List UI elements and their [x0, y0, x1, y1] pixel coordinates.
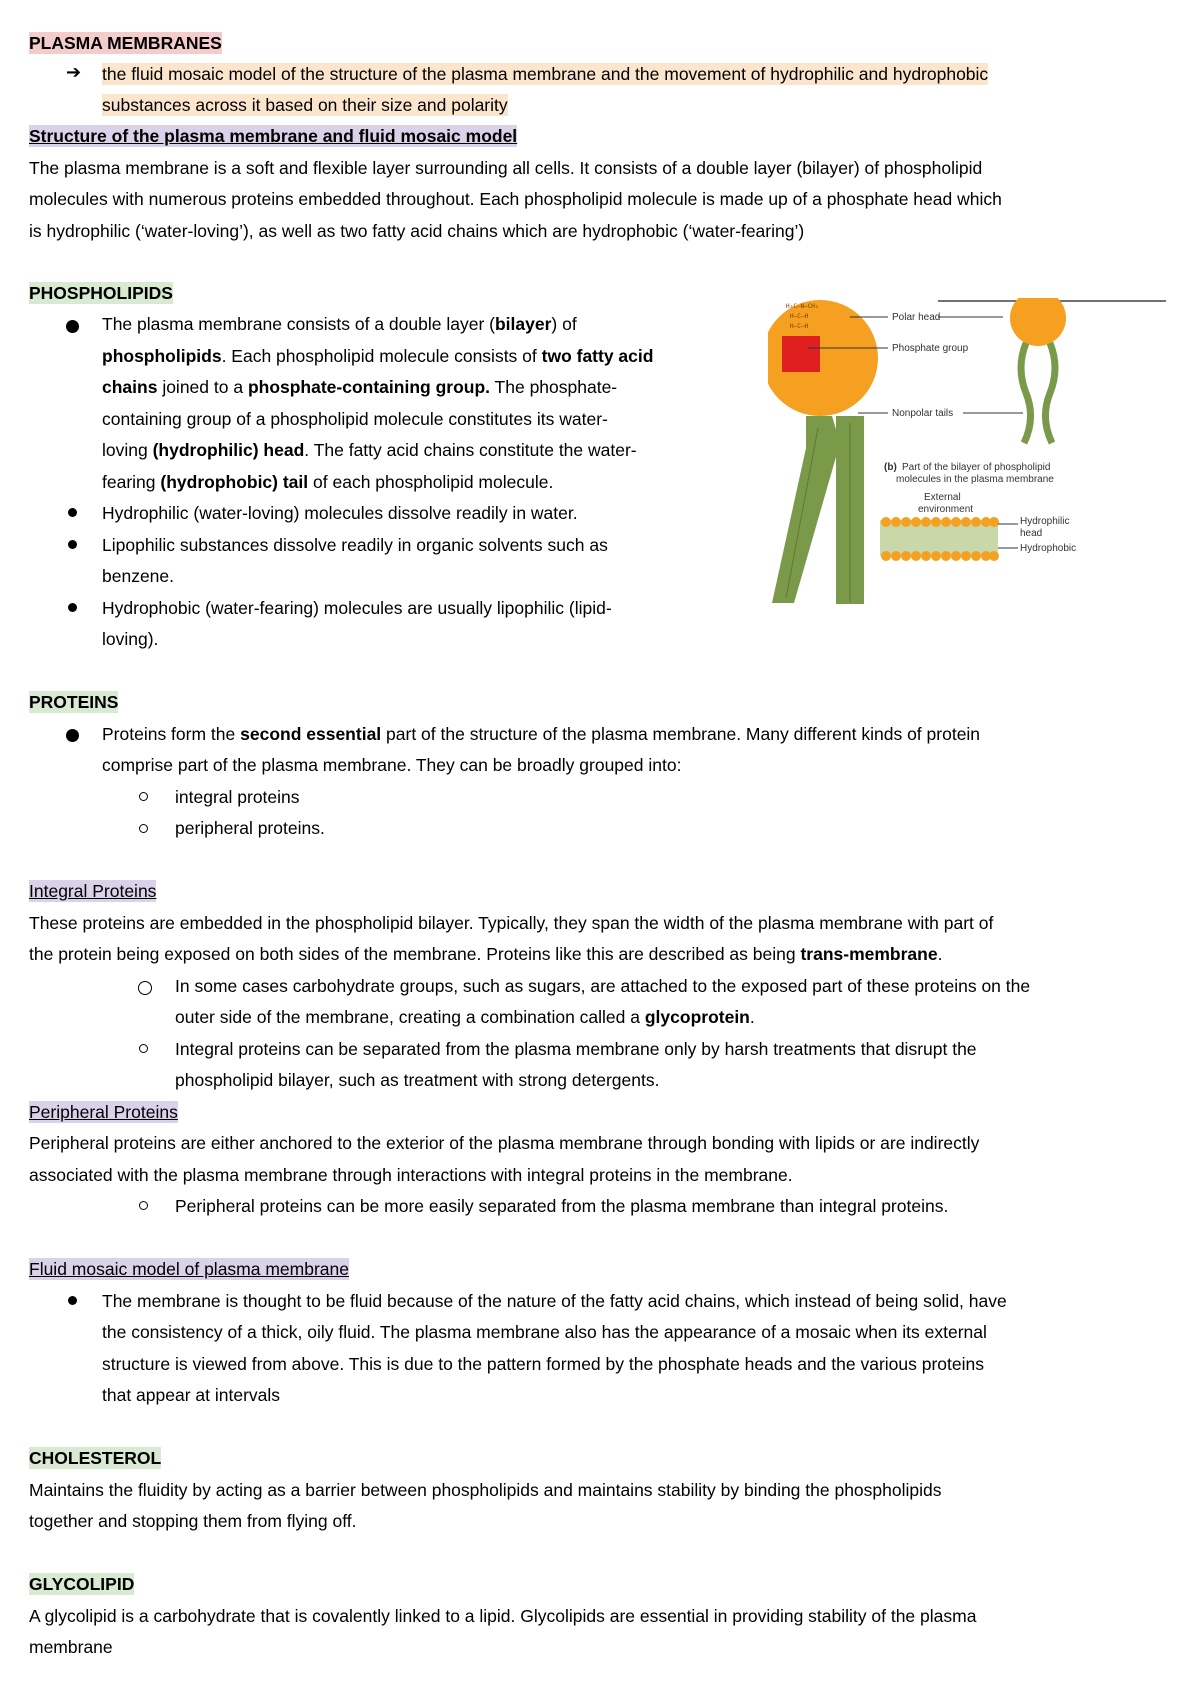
disc-bullet-icon — [66, 729, 79, 742]
phospholipid-bullet-line: loving). — [102, 629, 159, 649]
structure-heading: Structure of the plasma membrane and fluid mosaic model — [29, 126, 518, 146]
circle-bullet-icon — [139, 1044, 148, 1053]
proteins-bullet-line: comprise part of the plasma membrane. They can be broadly grouped into: — [102, 755, 682, 775]
phospholipid-bullet-line: Hydrophobic (water-fearing) molecules are usually lipophilic (lipid- — [102, 598, 612, 618]
fluid-mosaic-line: that appear at intervals — [102, 1385, 281, 1405]
fluid-mosaic-line: the consistency of a thick, oily fluid. The plasma membrane also has the appearance of a mosaic when its external — [102, 1322, 987, 1342]
cholesterol-heading: CHOLESTEROL — [29, 1448, 162, 1468]
disc-bullet-icon — [68, 508, 77, 517]
phospholipid-diagram — [768, 298, 1168, 608]
intro-line-2: substances across it based on their size and polarity — [102, 95, 508, 115]
phospholipid-bullet-line: Hydrophilic (water-loving) molecules dissolve readily in water. — [102, 503, 578, 523]
disc-bullet-icon — [68, 540, 77, 549]
integral-sub-line: In some cases carbohydrate groups, such as sugars, are attached to the exposed part of these proteins on the — [175, 976, 1031, 996]
svg-text:H–C–H: H–C–H — [790, 313, 809, 320]
peripheral-heading: Peripheral Proteins — [29, 1102, 178, 1122]
phospholipid-bullet-line: benzene. — [102, 566, 175, 586]
integral-para-line: These proteins are embedded in the phospholipid bilayer. Typically, they span the width of the plasma membrane with part of — [29, 913, 994, 933]
proteins-sub-item: peripheral proteins. — [175, 818, 325, 838]
cholesterol-line: Maintains the fluidity by acting as a barrier between phospholipids and maintains stability by binding the phospholipids — [29, 1480, 942, 1500]
phospholipid-bullet-line: containing group of a phospholipid molecule constitutes its water- — [102, 409, 608, 429]
glycolipid-line: A glycolipid is a carbohydrate that is covalently linked to a lipid. Glycolipids are essential in providing stability of the plasma — [29, 1606, 977, 1626]
phospholipid-bullet-line: loving (hydrophilic) head. The fatty acid chains constitute the water- — [102, 440, 637, 460]
proteins-bullet-line: Proteins form the second essential part of the structure of the plasma membrane. Many different kinds of protein — [102, 724, 981, 744]
cholesterol-line: together and stopping them from flying off. — [29, 1511, 357, 1531]
page-title: PLASMA MEMBRANES — [29, 33, 222, 53]
polar-head-label: Polar head — [892, 312, 941, 323]
phospholipid-bullet-line: The plasma membrane consists of a double layer (bilayer) of — [102, 314, 577, 334]
phospholipid-figure — [768, 298, 1168, 608]
arrow-bullet-icon: ➔ — [66, 62, 82, 83]
fluid-mosaic-line: structure is viewed from above. This is due to the pattern formed by the phosphate heads and the various proteins — [102, 1354, 984, 1374]
integral-sub-line: phospholipid bilayer, such as treatment with strong detergents. — [175, 1070, 660, 1090]
disc-bullet-icon — [68, 1296, 77, 1305]
phospholipid-bullet-line: phospholipids. Each phospholipid molecule consists of two fatty acid — [102, 346, 654, 366]
structure-para-line: The plasma membrane is a soft and flexible layer surrounding all cells. It consists of a double layer (bilayer) of phospholipid — [29, 158, 983, 178]
hydrophilic-label-1: Hydrophilic — [1020, 516, 1070, 527]
proteins-heading: PROTEINS — [29, 692, 119, 712]
glycolipid-line: membrane — [29, 1637, 113, 1657]
proteins-sub-item: integral proteins — [175, 787, 300, 807]
peripheral-para-line: Peripheral proteins are either anchored to the exterior of the plasma membrane through bonding with lipids or are indirectly — [29, 1133, 980, 1153]
phospholipid-bullet-line: fearing (hydrophobic) tail of each phospholipid molecule. — [102, 472, 554, 492]
glycolipid-heading: GLYCOLIPID — [29, 1574, 135, 1594]
intro-line-1: the fluid mosaic model of the structure of the plasma membrane and the movement of hydrophilic and hydrophobic — [102, 64, 989, 84]
integral-sub-line: Integral proteins can be separated from the plasma membrane only by harsh treatments that disrupt the — [175, 1039, 977, 1059]
phosphate-group-box — [782, 336, 820, 372]
circle-bullet-icon — [139, 824, 148, 833]
nonpolar-tails-label: Nonpolar tails — [892, 408, 954, 419]
circle-bullet-icon — [139, 1201, 148, 1210]
structure-para-line: is hydrophilic (‘water-loving’), as well as two fatty acid chains which are hydrophobic (‘water-fearing’) — [29, 221, 805, 241]
external-label-2: environment — [918, 504, 974, 515]
fluid-mosaic-line: The membrane is thought to be fluid because of the nature of the fatty acid chains, which instead of being solid, have — [102, 1291, 1007, 1311]
caption-line-1: Part of the bilayer of phospholipid — [902, 462, 1051, 473]
circle-bullet-icon — [138, 981, 152, 995]
integral-heading: Integral Proteins — [29, 881, 157, 901]
phosphate-group-label: Phosphate group — [892, 343, 969, 354]
phospholipids-heading: PHOSPHOLIPIDS — [29, 283, 173, 303]
svg-text:H₃C–N–CH₃: H₃C–N–CH₃ — [786, 303, 819, 310]
phospholipid-tails — [772, 416, 864, 604]
disc-bullet-icon — [66, 320, 79, 333]
polar-head-small — [1010, 298, 1066, 346]
external-label-1: External — [924, 492, 961, 503]
phospholipid-bullet-line: chains joined to a phosphate-containing group. The phosphate- — [102, 377, 618, 397]
peripheral-sub-line: Peripheral proteins can be more easily separated from the plasma membrane than integral proteins. — [175, 1196, 949, 1216]
peripheral-para-line: associated with the plasma membrane through interactions with integral proteins in the membrane. — [29, 1165, 793, 1185]
integral-sub-line: outer side of the membrane, creating a combination called a glycoprotein. — [175, 1007, 755, 1027]
phospholipid-bullet-line: Lipophilic substances dissolve readily in organic solvents such as — [102, 535, 608, 555]
hydrophobic-label: Hydrophobic — [1020, 543, 1077, 554]
caption-line-2: molecules in the plasma membrane — [896, 474, 1054, 485]
svg-text:H–C–H: H–C–H — [790, 323, 809, 330]
integral-para-line: the protein being exposed on both sides of the membrane. Proteins like this are described as being trans-membrane. — [29, 944, 943, 964]
disc-bullet-icon — [68, 603, 77, 612]
fluid-mosaic-heading: Fluid mosaic model of plasma membrane — [29, 1259, 349, 1279]
hydrophilic-label-2: head — [1020, 528, 1043, 539]
bilayer-illustration — [880, 517, 999, 561]
caption-letter: (b) — [884, 462, 897, 473]
circle-bullet-icon — [139, 792, 148, 801]
structure-para-line: molecules with numerous proteins embedded throughout. Each phospholipid molecule is made up of a phosphate head which — [29, 189, 1002, 209]
